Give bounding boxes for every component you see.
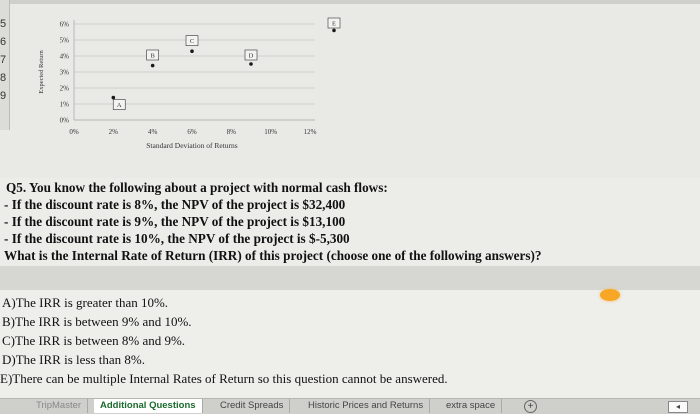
row-header-column <box>0 0 10 130</box>
tab-credit-spreads[interactable]: Credit Spreads <box>214 399 290 413</box>
x-tick-label: 4% <box>147 128 158 136</box>
point-label: D <box>248 52 254 60</box>
y-tick-label: 5% <box>59 36 69 45</box>
row-number[interactable]: 9 <box>0 90 7 102</box>
data-point <box>249 62 253 66</box>
tab-tripmaster[interactable]: TripMaster <box>30 399 88 413</box>
y-tick-label: 4% <box>59 52 69 61</box>
answer-option-c[interactable]: C)The IRR is between 8% and 9%. <box>2 333 186 348</box>
y-tick-label: 2% <box>59 84 69 93</box>
tab-scroll-icon[interactable]: ◂ <box>668 401 688 413</box>
x-tick-label: 0% <box>69 128 79 136</box>
row-number[interactable]: 5 <box>0 18 7 30</box>
y-axis-title: Expected Return <box>38 50 45 94</box>
y-tick-label: 0% <box>59 116 69 125</box>
point-label: A <box>116 102 122 110</box>
top-strip <box>9 0 700 4</box>
row-number[interactable]: 6 <box>0 36 7 48</box>
y-tick-label: 1% <box>59 100 69 109</box>
question-line: - If the discount rate is 10%, the NPV of the project is $-5,300 <box>4 231 350 246</box>
question-line: - If the discount rate is 9%, the NPV of the project is $13,100 <box>4 214 346 229</box>
row-number[interactable]: 8 <box>0 72 7 84</box>
chart-svg <box>30 10 360 160</box>
answer-option-e[interactable]: E)There can be multiple Internal Rates of Return so this question cannot be answered. <box>0 371 448 386</box>
question-line: What is the Internal Rate of Return (IRR) of this project (choose one of the following answers)? <box>4 248 542 263</box>
question-block <box>0 178 700 266</box>
answer-option-a[interactable]: A)The IRR is greater than 10%. <box>2 295 169 310</box>
tab-additional-questions[interactable]: Additional Questions <box>94 399 203 413</box>
add-sheet-icon[interactable]: + <box>524 400 537 413</box>
x-tick-label: 10% <box>264 128 278 136</box>
row-divider <box>0 266 700 290</box>
answer-option-d[interactable]: D)The IRR is less than 8%. <box>2 352 145 367</box>
question-line: Q5. You know the following about a project with normal cash flows: <box>6 180 388 195</box>
data-point <box>112 96 116 100</box>
data-point <box>332 29 336 33</box>
y-tick-label: 6% <box>59 20 69 29</box>
risk-return-chart[interactable] <box>30 10 360 160</box>
x-tick-label: 2% <box>108 128 119 136</box>
highlight-dot-icon <box>600 289 620 301</box>
point-label: E <box>332 20 336 28</box>
tab-historic-prices[interactable]: Historic Prices and Returns <box>302 399 430 413</box>
sheet-tab-bar <box>0 398 700 414</box>
data-point <box>151 64 155 68</box>
question-line: - If the discount rate is 8%, the NPV of the project is $32,400 <box>4 197 346 212</box>
point-label: B <box>150 52 155 60</box>
x-tick-label: 8% <box>226 128 237 136</box>
tab-extra-space[interactable]: extra space <box>440 399 502 413</box>
data-point <box>190 49 194 53</box>
x-tick-label: 12% <box>303 128 317 136</box>
x-tick-label: 6% <box>187 128 197 136</box>
row-number[interactable]: 7 <box>0 54 7 66</box>
point-label: C <box>189 38 195 46</box>
y-tick-label: 3% <box>59 68 69 77</box>
answer-option-b[interactable]: B)The IRR is between 9% and 10%. <box>2 314 192 329</box>
x-axis-title: Standard Deviation of Returns <box>146 141 238 150</box>
answer-list <box>0 290 700 400</box>
